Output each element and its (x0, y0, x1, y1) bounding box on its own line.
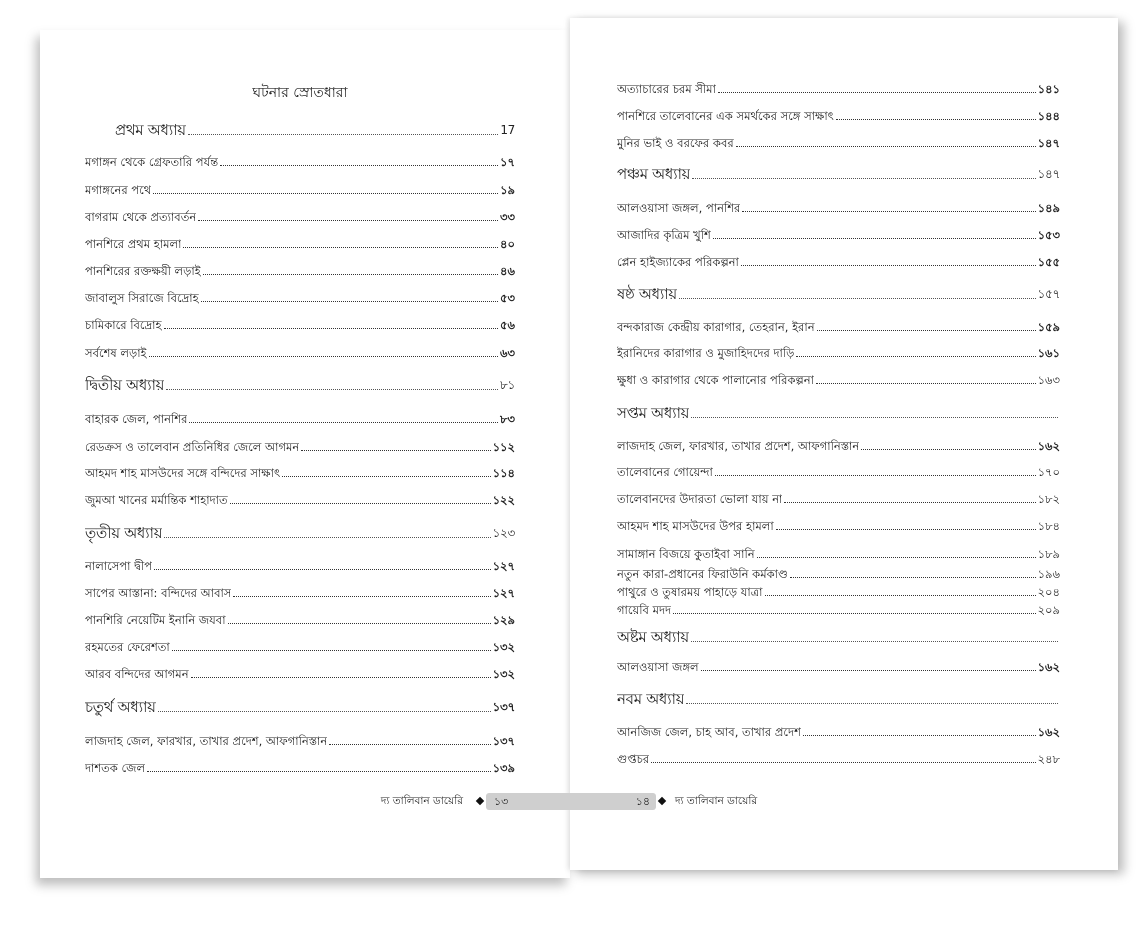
section-title: নালাসেপা দ্বীপ (85, 559, 153, 573)
dot-leader (741, 265, 1036, 266)
dot-leader (784, 502, 1035, 503)
toc-section-entry (617, 491, 1060, 507)
section-title: পানশিরি নেয়েটিম ইনানি জযবা (85, 613, 226, 627)
dot-leader (651, 762, 1035, 763)
toc-chapter-entry (617, 688, 1060, 710)
entry-page-number: ১৫৩ (1037, 228, 1060, 242)
toc-section-entry (617, 584, 1060, 600)
section-title: আজাদির কৃত্রিম খুশি (617, 228, 711, 242)
dot-leader (691, 417, 1058, 418)
section-title: জাবালুস সিরাজে বিদ্রোহ (85, 291, 199, 305)
entry-page-number: ১৪৭ (1037, 136, 1060, 150)
chapter-title: অষ্টম অধ্যায় (617, 628, 689, 646)
toc-section-entry (617, 602, 1060, 618)
section-title: পানশিরে তালেবানের এক সমর্থকের সঙ্গে সাক্ষাৎ (617, 109, 834, 123)
toc-section-entry (617, 546, 1060, 562)
toc-section-entry (617, 200, 1060, 216)
section-title: জুমআ খানের মর্মান্তিক শাহাদাত (85, 493, 228, 507)
section-title: বন্দকারাজ কেন্দ্রীয় কারাগার, তেহরান, ইরান (617, 320, 815, 334)
chapter-title: সপ্তম অধ্যায় (617, 404, 690, 422)
toc-section-entry (617, 724, 1060, 740)
chapter-title: দ্বিতীয় অধ্যায় (85, 376, 165, 394)
section-title: বাগরাম থেকে প্রত্যাবর্তন (85, 210, 197, 224)
dot-leader (742, 211, 1035, 212)
toc-title: ঘটনার স্রোতধারা (252, 85, 348, 101)
section-title: আরব বন্দিদের আগমন (85, 667, 189, 681)
section-title: রহমতের ফেরেশতা (85, 640, 170, 654)
entry-page-number: ৮৩ (500, 412, 515, 426)
running-footer-book-title: দ্য তালিবান ডায়েরি (380, 795, 463, 807)
entry-page-number: ১৯৬ (1037, 567, 1060, 581)
toc-section-entry (617, 372, 1060, 388)
toc-section-entry (617, 254, 1060, 270)
page-number: ১৩ (494, 795, 509, 808)
section-title: লাজদাহ জেল, ফারখার, তাখার প্রদেশ, আফগানিস্তান (85, 734, 328, 748)
entry-page-number: ১১৪ (492, 466, 515, 480)
chapter-title: ষষ্ঠ অধ্যায় (617, 285, 677, 303)
section-title: তালেবানদের উদারতা ভোলা যায় না (617, 492, 783, 506)
chapter-title: চতুর্থ অধ্যায় (85, 698, 156, 716)
dot-leader (816, 383, 1036, 384)
dot-leader (861, 449, 1035, 450)
toc-chapter-entry (617, 283, 1060, 305)
entry-page-number: ১৮২ (1037, 492, 1060, 506)
section-title: রেডক্রস ও তালেবান প্রতিনিধির জেলে আগমন (85, 440, 300, 454)
dot-leader (836, 119, 1036, 120)
section-title: দাশতক জেল (85, 761, 146, 775)
dot-leader (701, 670, 1036, 671)
entry-page-number: ১৩৯ (492, 761, 515, 775)
entry-page-number: ১৮৯ (1037, 547, 1060, 561)
toc-section-entry (617, 81, 1060, 97)
toc-section-entry (617, 319, 1060, 335)
entry-page-number: ৫৬ (500, 318, 515, 332)
entry-page-number: ৫৩ (500, 291, 515, 305)
dot-leader (691, 641, 1058, 642)
section-title: পাথুরে ও তুষারময় পাহাড়ে যাত্রা (617, 585, 763, 599)
dot-leader (790, 577, 1036, 578)
section-title: গুপ্তচর (617, 752, 650, 766)
entry-page-number: ১২৭ (492, 586, 515, 600)
dot-leader (796, 356, 1035, 357)
section-title: মগাঙ্গনের পথে (85, 183, 152, 197)
section-title: বাহারক জেল, পানশির (85, 412, 188, 426)
dot-leader (679, 298, 1036, 299)
entry-page-number: ৪৬ (500, 264, 515, 278)
entry-page-number: ১৯ (500, 183, 515, 197)
section-title: চামিকারে বিদ্রোহ (85, 318, 162, 332)
entry-page-number: ১৩৭ (492, 734, 515, 748)
page-number: ১৪ (635, 795, 650, 808)
section-title: সাপের আস্তানা: বন্দিদের আবাস (85, 586, 232, 600)
entry-page-number: ১২৯ (492, 613, 515, 627)
dot-leader (803, 735, 1036, 736)
dot-leader (718, 92, 1036, 93)
section-title: তালেবানের গোয়েন্দা (617, 465, 713, 479)
entry-page-number: ১২৩ (492, 526, 515, 540)
entry-page-number: ১৫৫ (1037, 255, 1060, 269)
dot-leader (692, 178, 1035, 179)
entry-page-number: ১৬২ (1037, 439, 1060, 453)
entry-page-number: ১৬১ (1037, 346, 1060, 360)
toc-chapter-entry (617, 163, 1060, 185)
dot-leader (715, 475, 1036, 476)
entry-page-number: ১৫৯ (1037, 320, 1060, 334)
entry-page-number: ১১২ (492, 440, 515, 454)
toc-section-entry (617, 345, 1060, 361)
entry-page-number: ১৭০ (1037, 465, 1060, 479)
entry-page-number: ১৩২ (492, 640, 515, 654)
dot-leader (736, 146, 1036, 147)
dot-leader (713, 238, 1036, 239)
section-title: ক্ষুধা ও কারাগার থেকে পালানোর পরিকল্পনা (617, 373, 814, 387)
chapter-title: নবম অধ্যায় (617, 690, 685, 708)
entry-page-number: ১২৭ (492, 559, 515, 573)
entry-page-number: 17 (500, 123, 515, 137)
section-title: অত্যাচারের চরম সীমা (617, 82, 716, 96)
section-title: আহমদ শাহ মাসউদের সঙ্গে বন্দিদের সাক্ষাৎ (85, 466, 281, 480)
section-title: লাজদাহ জেল, ফারখার, তাখার প্রদেশ, আফগানিস্তান (617, 439, 860, 453)
section-title: আহমদ শাহ মাসউদের উপর হামলা (617, 519, 774, 533)
running-footer-book-title: দ্য তালিবান ডায়েরি (675, 795, 758, 807)
section-title: সামাঙ্গান বিজয়ে কুতাইবা সানি (617, 547, 755, 561)
dot-leader (673, 613, 1035, 614)
entry-page-number: ২৪৮ (1037, 752, 1060, 766)
toc-chapter-entry (617, 626, 1060, 648)
section-title: মুনির ভাই ও বরফের কবর (617, 136, 734, 150)
toc-section-entry (617, 438, 1060, 454)
entry-page-number: ১৪১ (1037, 82, 1060, 96)
entry-page-number: ১৪৪ (1037, 109, 1060, 123)
entry-page-number: ১৮৪ (1037, 519, 1060, 533)
chapter-title: তৃতীয় অধ্যায় (85, 524, 163, 542)
section-title: গায়েবি মদদ (617, 603, 672, 617)
section-title: পানশিরের রক্তক্ষয়ী লড়াই (85, 264, 201, 278)
entry-page-number: ১৩৭ (492, 700, 515, 714)
entry-page-number: ১২২ (492, 493, 515, 507)
chapter-title: প্রথম অধ্যায় (115, 121, 186, 139)
chapter-title: পঞ্চম অধ্যায় (617, 165, 691, 183)
entry-page-number: ৩৩ (500, 210, 515, 224)
entry-page-number: ৬৩ (500, 346, 515, 360)
dot-leader (765, 595, 1036, 596)
section-title: সর্বশেষ লড়াই (85, 346, 147, 360)
toc-section-entry (617, 135, 1060, 151)
entry-page-number: ১৪৯ (1037, 201, 1060, 215)
entry-page-number: ৮১ (500, 378, 515, 392)
dot-leader (686, 703, 1058, 704)
toc-section-entry (617, 566, 1060, 582)
dot-leader (757, 557, 1036, 558)
toc-section-entry (617, 108, 1060, 124)
entry-page-number: ১৭ (500, 155, 515, 169)
entry-page-number: ১৬৩ (1037, 373, 1060, 387)
entry-page-number: ১৫৭ (1037, 287, 1060, 301)
entry-page-number: ১৩২ (492, 667, 515, 681)
section-title: প্লেন হাইজ্যাকের পরিকল্পনা (617, 255, 739, 269)
toc-chapter-entry (617, 402, 1060, 424)
entry-page-number: ১৬২ (1037, 660, 1060, 674)
toc-section-entry (617, 518, 1060, 534)
toc-section-entry (617, 464, 1060, 480)
entry-page-number: ২০৪ (1037, 585, 1060, 599)
section-title: আনজিজ জেল, চাহ আব, তাখার প্রদেশ (617, 725, 801, 739)
section-title: আলওয়াসা জঙ্গল (617, 660, 699, 674)
section-title: মগাঙ্গন থেকে গ্রেফতারি পর্যন্ত (85, 155, 219, 169)
section-title: আলওয়াসা জঙ্গল, পানশির (617, 201, 741, 215)
entry-page-number: ৪০ (500, 237, 515, 251)
entry-page-number: ২০৯ (1037, 603, 1060, 617)
entry-page-number: ১৬২ (1037, 725, 1060, 739)
section-title: ইরানিদের কারাগার ও মুজাহিদদের দাড়ি (617, 346, 795, 360)
entry-page-number: ১৪৭ (1037, 167, 1060, 181)
dot-leader (776, 529, 1036, 530)
toc-section-entry (617, 659, 1060, 675)
toc-section-entry (617, 751, 1060, 767)
section-title: পানশিরে প্রথম হামলা (85, 237, 182, 251)
section-title: নতুন কারা-প্রধানের ফিরাউনি কর্মকাণ্ড (617, 567, 788, 581)
dot-leader (817, 330, 1036, 331)
toc-section-entry (617, 227, 1060, 243)
